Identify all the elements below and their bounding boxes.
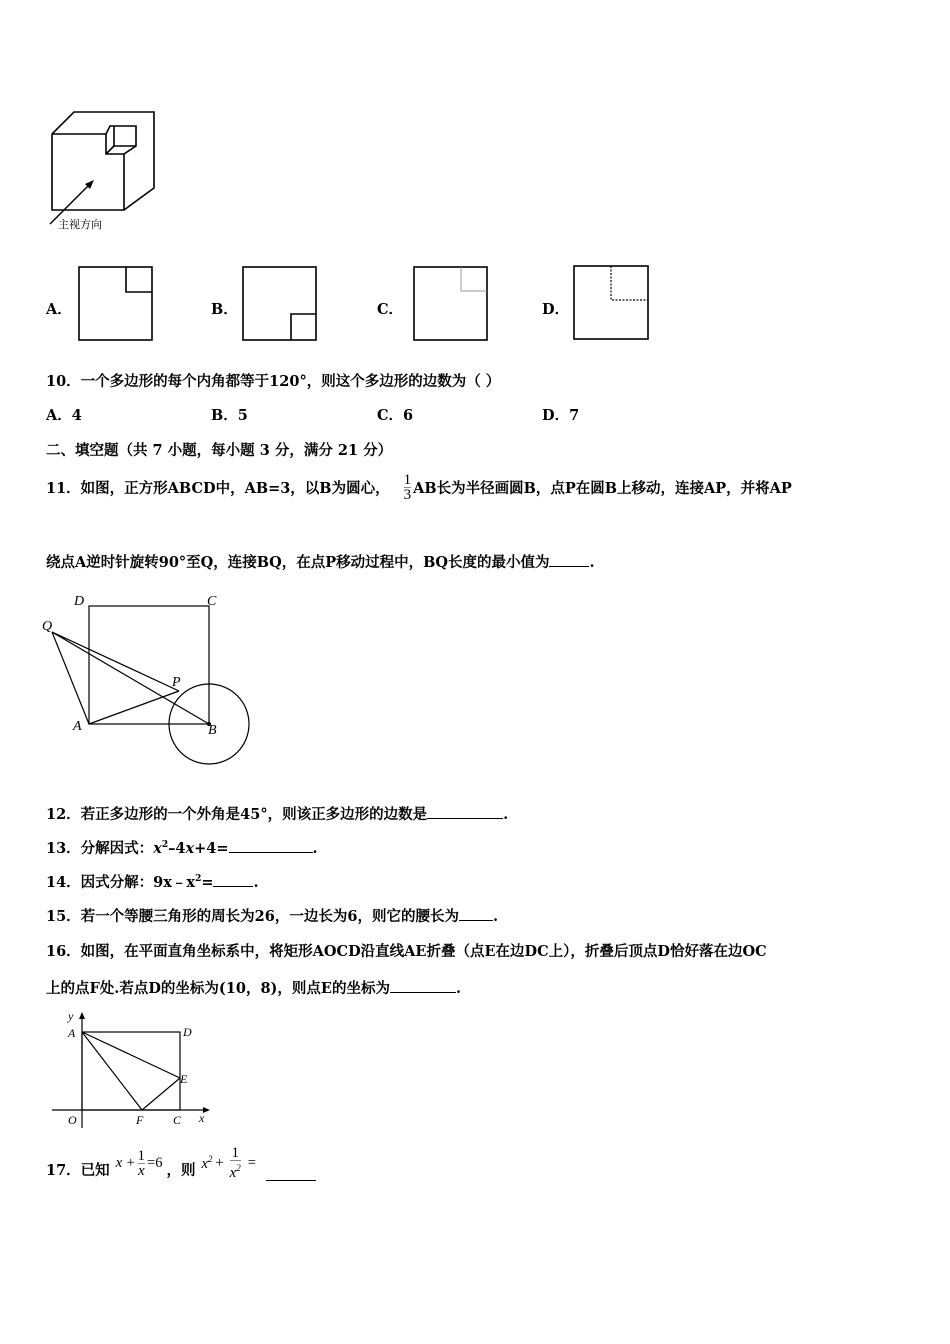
q12-answer-blank[interactable] [427, 804, 503, 819]
q14: 14．因式分解：$9x﹣x^2=$ . [46, 874, 259, 891]
q16-label-f: F [136, 1113, 144, 1127]
q16-label-d: D [183, 1025, 192, 1039]
q11-label-q: Q [42, 619, 53, 634]
q11-line2: 绕点A逆时针旋转90°至Q，连接BQ，在点P移动过程中，BQ长度的最小值为 . [46, 554, 595, 571]
q16-line1: 16．如图，在平面直角坐标系中，将矩形AOCD沿直线AE折叠（点E在边DC上），折叠后顶点D恰好落在边OC [46, 943, 767, 960]
q16-line2: 上的点F处.若点D的坐标为(10，8)，则点E的坐标为 . [46, 980, 462, 997]
q11-figure [40, 590, 260, 770]
q17-answer-blank[interactable] [266, 1166, 316, 1181]
q11-label-a: A [73, 719, 82, 734]
q10-option-c[interactable]: C．6 [377, 407, 414, 424]
q9-option-d-label: D． [542, 301, 570, 318]
q9-option-c-figure[interactable] [413, 266, 489, 342]
q10-option-d[interactable]: D．7 [542, 407, 580, 424]
q16-figure [48, 1010, 218, 1135]
q13-answer-blank[interactable] [229, 838, 313, 853]
q9-option-c-label: C． [377, 301, 404, 318]
q9-option-b-label: B． [211, 301, 238, 318]
q11-label-c: C [207, 594, 217, 609]
section-heading: 二、填空题（共 7 小题，每小题 3 分，满分 21 分） [46, 442, 393, 459]
q16-label-c: C [173, 1113, 182, 1127]
q16-label-e: E [180, 1072, 188, 1086]
q15-answer-blank[interactable] [459, 906, 493, 921]
q9-option-a-figure[interactable] [78, 266, 154, 342]
q16-label-x: x [199, 1111, 205, 1125]
q16-label-a: A [68, 1026, 76, 1040]
q11-label-b: B [208, 723, 217, 738]
q11-line1 [46, 462, 792, 512]
q9-option-d-figure[interactable] [573, 265, 650, 341]
q16-label-y: y [68, 1010, 74, 1023]
q16-label-o: O [68, 1113, 77, 1127]
q15: 15．若一个等腰三角形的周长为26，一边长为6，则它的腰长为 . [46, 908, 499, 925]
cube-figure [44, 104, 164, 234]
q13: 13．分解因式：$x^2-4x+4=$ . [46, 840, 318, 857]
q11-prefix: 11．如图，正方形ABCD中，AB=3，以B为圆心， [46, 479, 390, 497]
q9-option-b-figure[interactable] [242, 266, 318, 342]
view-direction-label: 主视方向 [58, 219, 102, 231]
q11-label-p: P [172, 675, 181, 690]
q17-fraction-2: $\frac{1}{x^2}$ [229, 1145, 241, 1181]
q11-suffix: AB长为半径画圆B，点P在圆B上移动，连接AP，并将AP [413, 479, 792, 497]
q14-answer-blank[interactable] [213, 872, 253, 887]
q17-fraction-1: $\frac{1}{x}$ [137, 1147, 146, 1179]
q9-option-a-label: A． [46, 301, 72, 318]
q17: 17．已知 x + $\frac{1}{x}$ =6 ，则 $x^2$ + $\frac{1}{x^2}$ = [46, 1145, 316, 1193]
q10-option-b[interactable]: B．5 [211, 407, 248, 424]
q10-option-a[interactable]: A．4 [46, 407, 82, 424]
q11-answer-blank[interactable] [549, 552, 589, 567]
q12: 12．若正多边形的一个外角是45°，则该正多边形的边数是 . [46, 806, 509, 823]
q11-label-d: D [74, 594, 85, 609]
q10-stem: 10．一个多边形的每个内角都等于120°，则这个多边形的边数为（ ） [46, 373, 501, 390]
q16-answer-blank[interactable] [390, 978, 456, 993]
q11-fraction: $\frac{1}{3}$ [403, 471, 412, 503]
